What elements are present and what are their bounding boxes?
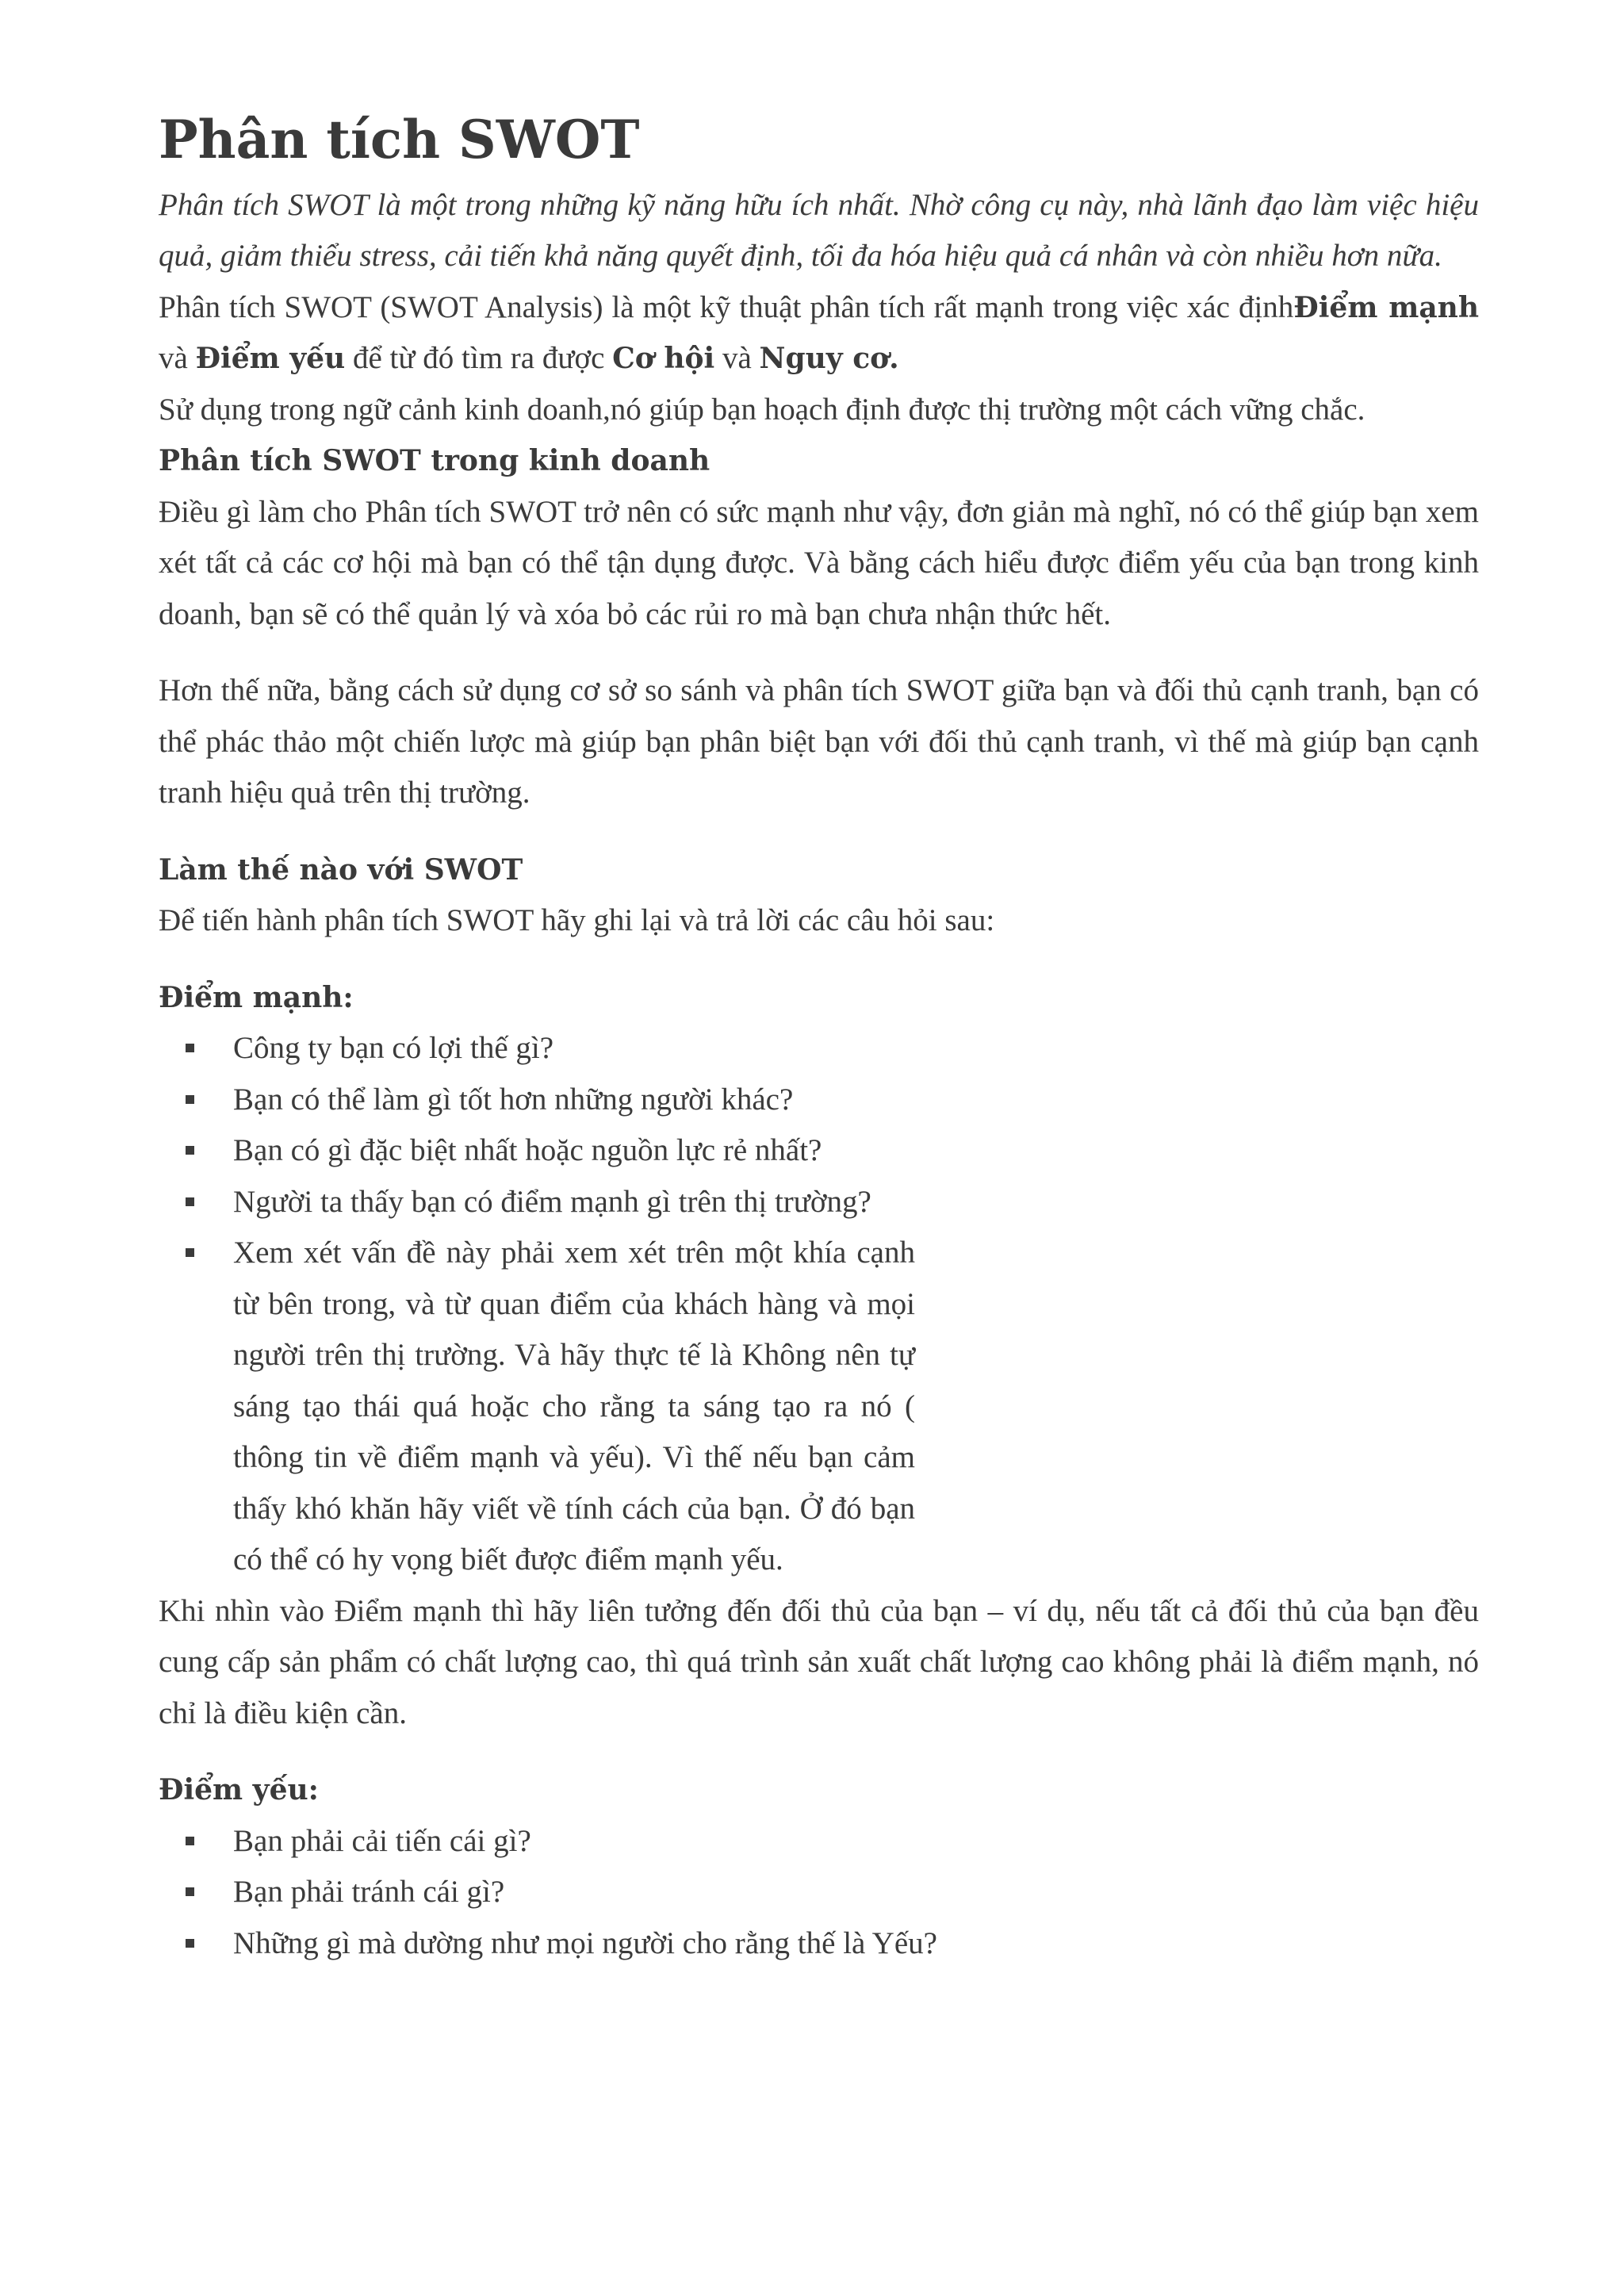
list-item-text: Những gì mà dường như mọi người cho rằng thế là Yếu? [233, 1925, 937, 1960]
list-item-text: Bạn có thể làm gì tốt hơn những người khác? [233, 1082, 794, 1117]
list-item-text: Người ta thấy bạn có điểm mạnh gì trên thị trường? [233, 1184, 871, 1219]
strengths-heading: Điểm mạnh: [159, 980, 354, 1014]
list-item [173, 1816, 1479, 1868]
bullet-icon [186, 1837, 194, 1845]
list-item-text: Bạn có gì đặc biệt nhất hoặc nguồn lực rẻ nhất? [233, 1133, 822, 1168]
weaknesses-heading: Điểm yếu: [159, 1773, 319, 1807]
threats-term: Nguy cơ. [759, 342, 899, 376]
business-paragraph-2: Hơn thế nữa, bằng cách sử dụng cơ sở so sánh và phân tích SWOT giữa bạn và đối thủ cạnh tranh, bạn có thể phác thảo một chiến lược mà giúp bạn phân biệt bạn với đối thủ cạnh tranh, vì thế mà giúp bạn cạnh tranh hiệu quả trên thị trường. [159, 673, 1479, 810]
list-item-text: Bạn phải cải tiến cái gì? [233, 1823, 531, 1858]
strengths-note: Khi nhìn vào Điểm mạnh thì hãy liên tưởng đến đối thủ của bạn – ví dụ, nếu tất cả đối thủ của bạn đều cung cấp sản phẩm có chất lượng cao, thì quá trình sản xuất chất lượng cao không phải là điểm mạnh, nó chỉ là điều kiện cần. [159, 1593, 1479, 1730]
how-heading: Làm thế nào với SWOT [159, 852, 523, 887]
list-item [173, 1125, 1479, 1177]
bullet-icon [186, 1248, 194, 1257]
context-paragraph: Sử dụng trong ngữ cảnh kinh doanh,nó giúp bạn hoạch định được thị trường một cách vững chắc. [159, 392, 1365, 427]
page-title: Phân tích SWOT [159, 109, 640, 170]
strengths-list [159, 1023, 1479, 1586]
how-lead-paragraph: Để tiến hành phân tích SWOT hãy ghi lại và trả lời các câu hỏi sau: [159, 903, 995, 938]
intro-paragraph: Phân tích SWOT là một trong những kỹ năng hữu ích nhất. Nhờ công cụ này, nhà lãnh đạo làm việc hiệu quả, giảm thiểu stress, cải tiến khả năng quyết định, tối đa hóa hiệu quả cá nhân và còn nhiều hơn nữa. [159, 187, 1479, 274]
list-item-text: Công ty bạn có lợi thế gì? [233, 1031, 554, 1066]
bullet-icon [186, 1887, 194, 1896]
list-item-text: Bạn phải tránh cái gì? [233, 1875, 505, 1910]
bullet-icon [186, 1095, 194, 1104]
document-page [159, 111, 1479, 1969]
definition-connector-2: và [714, 341, 760, 376]
list-item [173, 1177, 1479, 1228]
business-heading: Phân tích SWOT trong kinh doanh [159, 444, 710, 478]
list-item [173, 1075, 1479, 1126]
list-item [173, 1918, 1479, 1970]
bullet-icon [186, 1044, 194, 1052]
list-item-text: Xem xét vấn đề này phải xem xét trên một khía cạnh từ bên trong, và từ quan điểm của khách hàng và mọi người trên thị trường. Và hãy thực tế là Không nên tự sáng tạo thái quá hoặc cho rằng ta sáng tạo ra nó ( thông tin về điểm mạnh và yếu). Vì thế nếu bạn cảm thấy khó khăn hãy viết về tính cách của bạn. Ở đó bạn có thể có hy vọng biết được điểm mạnh yếu. [233, 1236, 915, 1577]
bullet-icon [186, 1939, 194, 1948]
definition-connector: và [159, 341, 196, 376]
weaknesses-list [159, 1816, 1479, 1970]
list-item [173, 1023, 1479, 1075]
bullet-icon [186, 1197, 194, 1206]
weaknesses-term: Điểm yếu [195, 342, 346, 376]
definition-paragraph [159, 282, 1479, 385]
definition-text-2: để từ đó tìm ra được [345, 341, 613, 376]
list-item [173, 1228, 1479, 1586]
strengths-term: Điểm mạnh [1293, 290, 1479, 324]
definition-text: Phân tích SWOT (SWOT Analysis) là một kỹ thuật phân tích rất mạnh trong việc xác định [159, 289, 1294, 324]
bullet-icon [186, 1146, 194, 1155]
business-paragraph-1: Điều gì làm cho Phân tích SWOT trở nên có sức mạnh như vậy, đơn giản mà nghĩ, nó có thể giúp bạn xem xét tất cả các cơ hội mà bạn có thể tận dụng được. Và bằng cách hiểu được điểm yếu của bạn trong kinh doanh, bạn sẽ có thể quản lý và xóa bỏ các rủi ro mà bạn chưa nhận thức hết. [159, 494, 1479, 631]
opportunities-term: Cơ hội [612, 342, 715, 376]
list-item [173, 1867, 1479, 1918]
